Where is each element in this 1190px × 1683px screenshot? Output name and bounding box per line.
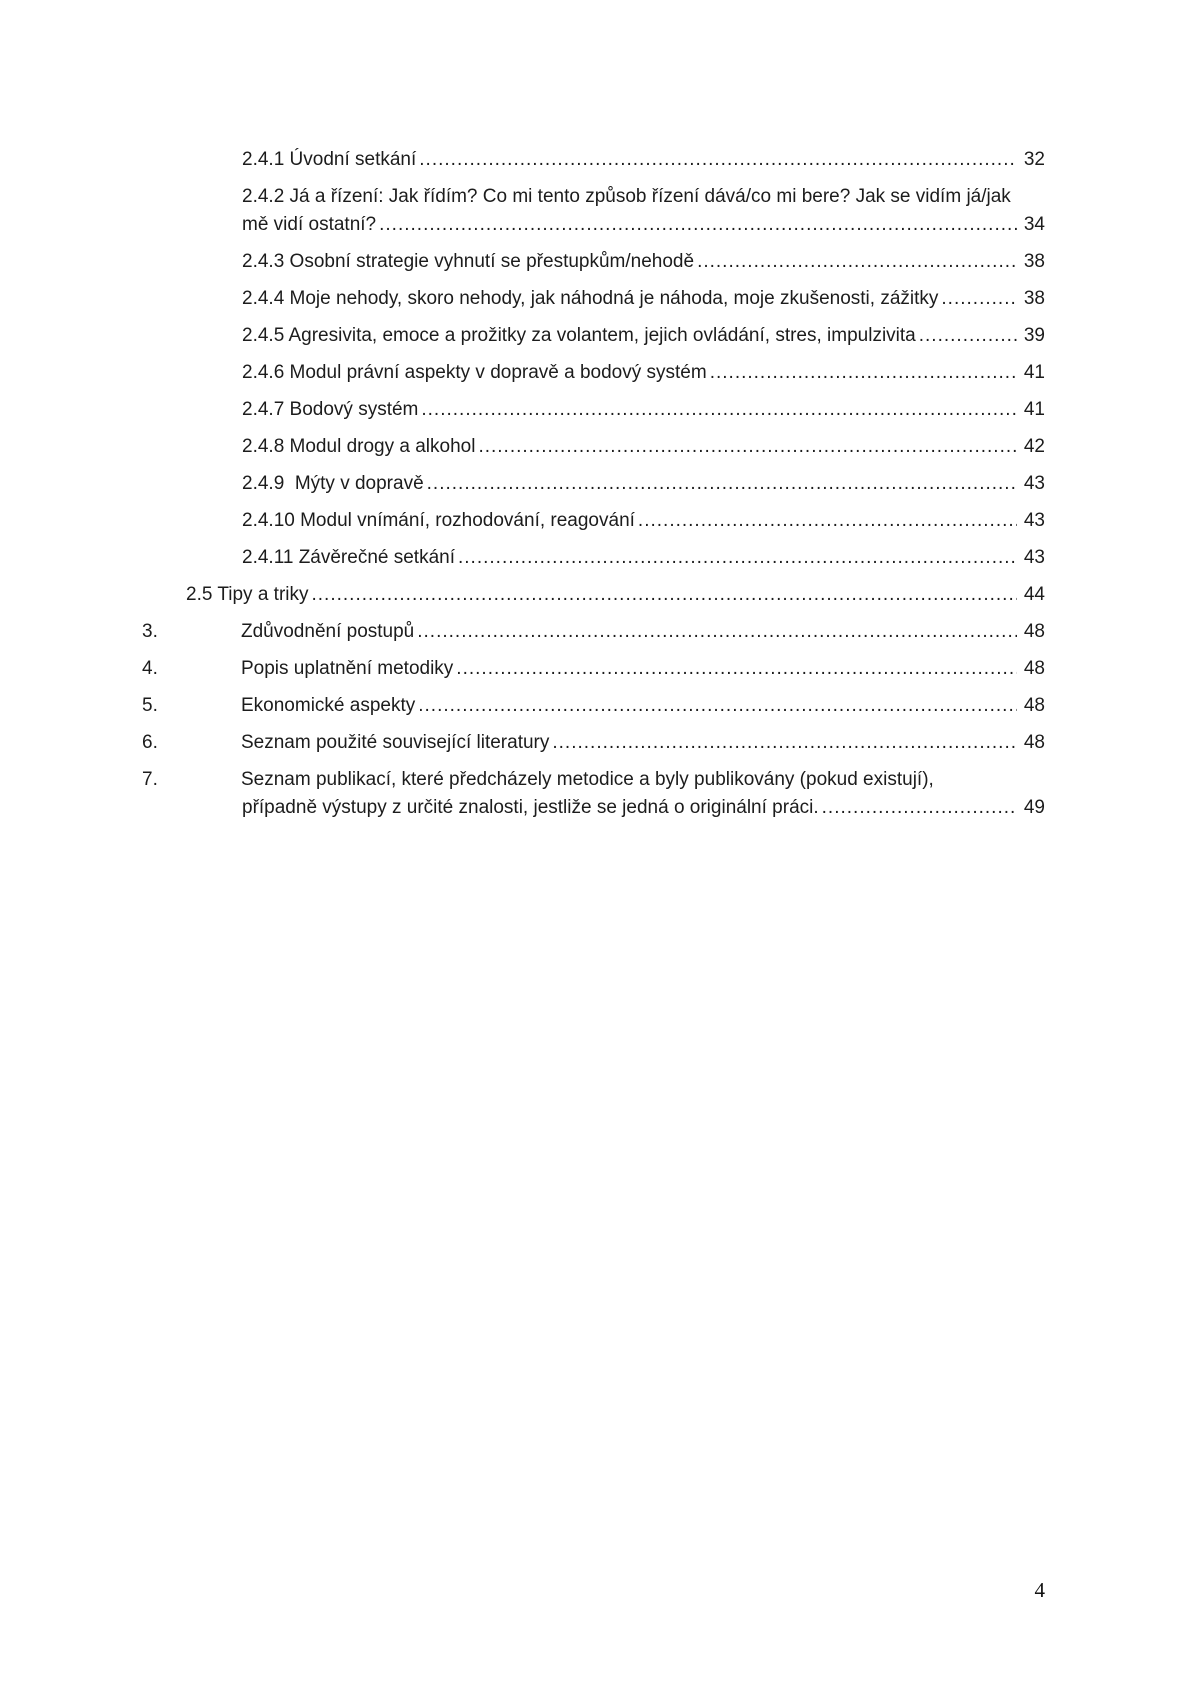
toc-page-number: 38: [1023, 251, 1045, 272]
toc-entry-2-5[interactable]: [186, 581, 1045, 609]
toc-entry-2-4-11[interactable]: [242, 544, 1045, 572]
toc-entry-7[interactable]: [142, 766, 1045, 822]
toc-entry-text: Seznam použité související literatury: [241, 732, 550, 753]
dot-leader: [458, 544, 1017, 572]
toc-entry-2-4-2[interactable]: [142, 183, 1045, 239]
toc-page-number: 42: [1023, 436, 1045, 457]
dot-leader: [710, 359, 1017, 387]
toc-entry-text: 2.4.4 Moje nehody, skoro nehody, jak náhodná je náhoda, moje zkušenosti, zážitky: [242, 288, 939, 309]
dot-leader: [419, 146, 1017, 174]
dot-leader: [478, 433, 1016, 461]
toc-entry-2-4-8[interactable]: [242, 433, 1045, 461]
toc-entry-2-4-5[interactable]: [242, 322, 1045, 350]
dot-leader: [421, 396, 1016, 424]
toc-page-number: 34: [1023, 214, 1045, 235]
toc-entry-number: 7.: [142, 769, 158, 790]
dot-leader: [427, 470, 1017, 498]
toc-entry-6[interactable]: [142, 729, 1045, 757]
toc-entry-text: 2.4.1 Úvodní setkání: [242, 149, 417, 170]
dot-leader: [312, 581, 1017, 609]
toc-page-number: 39: [1023, 325, 1045, 346]
toc-entry-2-4-9[interactable]: [242, 470, 1045, 498]
toc-page-number: 32: [1023, 149, 1045, 170]
dot-leader: [418, 692, 1017, 720]
toc-entry-2-4-6[interactable]: [242, 359, 1045, 387]
toc-entry-2-4-1[interactable]: [242, 146, 1045, 174]
toc-page-number: 43: [1023, 473, 1045, 494]
table-of-contents: [142, 146, 1045, 831]
toc-page-number: 48: [1023, 658, 1045, 679]
toc-page-number: 41: [1023, 362, 1045, 383]
toc-entry-number: 6.: [142, 732, 158, 753]
toc-page-number: 43: [1023, 510, 1045, 531]
toc-entry-2-4-3[interactable]: [242, 248, 1045, 276]
toc-entry-text: 2.4.6 Modul právní aspekty v dopravě a bodový systém: [242, 362, 707, 383]
toc-entry-5[interactable]: [142, 692, 1045, 720]
toc-page-number: 49: [1023, 797, 1045, 818]
toc-entry-text: 2.4.8 Modul drogy a alkohol: [242, 436, 476, 457]
toc-entry-2-4-4[interactable]: [242, 285, 1045, 313]
toc-entry-number: 4.: [142, 658, 158, 679]
toc-entry-text: 2.4.3 Osobní strategie vyhnutí se přestupkům/nehodě: [242, 251, 695, 272]
toc-entry-4[interactable]: [142, 655, 1045, 683]
toc-entry-text: Seznam publikací, které předcházely metodice a byly publikovány (pokud existují),: [241, 769, 934, 790]
dot-leader: [417, 618, 1017, 646]
dot-leader: [456, 655, 1017, 683]
toc-entry-text: 2.4.9 Mýty v dopravě: [242, 473, 424, 494]
toc-entry-text: 2.4.10 Modul vnímání, rozhodování, reagování: [242, 510, 635, 531]
toc-entry-text: Ekonomické aspekty: [241, 695, 416, 716]
dot-leader: [822, 794, 1017, 822]
dot-leader: [941, 285, 1016, 313]
toc-entry-2-4-7[interactable]: [242, 396, 1045, 424]
toc-page-number: 48: [1023, 621, 1045, 642]
footer-page-number: 4: [1034, 1578, 1045, 1602]
toc-entry-text-line-2: případně výstupy z určité znalosti, jestliže se jedná o originální práci.: [242, 797, 819, 818]
toc-entry-text: 2.5 Tipy a triky: [186, 584, 309, 605]
toc-page-number: 41: [1023, 399, 1045, 420]
toc-page-number: 48: [1023, 732, 1045, 753]
dot-leader: [379, 211, 1017, 239]
toc-entry-text: 2.4.7 Bodový systém: [242, 399, 419, 420]
toc-page-number: 38: [1023, 288, 1045, 309]
toc-entry-text: 2.4.5 Agresivita, emoce a prožitky za volantem, jejich ovládání, stres, impulzivita: [242, 325, 916, 346]
toc-entry-text: 2.4.2 Já a řízení: Jak řídím? Co mi tento způsob řízení dává/co mi bere? Jak se vidím já/jak: [242, 186, 1011, 207]
toc-entry-text: Zdůvodnění postupů: [241, 621, 415, 642]
toc-entry-3[interactable]: [142, 618, 1045, 646]
toc-entry-number: 3.: [142, 621, 158, 642]
toc-entry-number: 5.: [142, 695, 158, 716]
toc-page-number: 48: [1023, 695, 1045, 716]
toc-entry-text: 2.4.11 Závěrečné setkání: [242, 547, 455, 568]
dot-leader: [552, 729, 1016, 757]
toc-entry-text: Popis uplatnění metodiky: [241, 658, 454, 679]
toc-entry-text-line-2: mě vidí ostatní?: [242, 214, 377, 235]
toc-page-number: 43: [1023, 547, 1045, 568]
dot-leader: [697, 248, 1017, 276]
toc-entry-2-4-10[interactable]: [242, 507, 1045, 535]
dot-leader: [638, 507, 1017, 535]
toc-page-number: 44: [1023, 584, 1045, 605]
dot-leader: [919, 322, 1017, 350]
